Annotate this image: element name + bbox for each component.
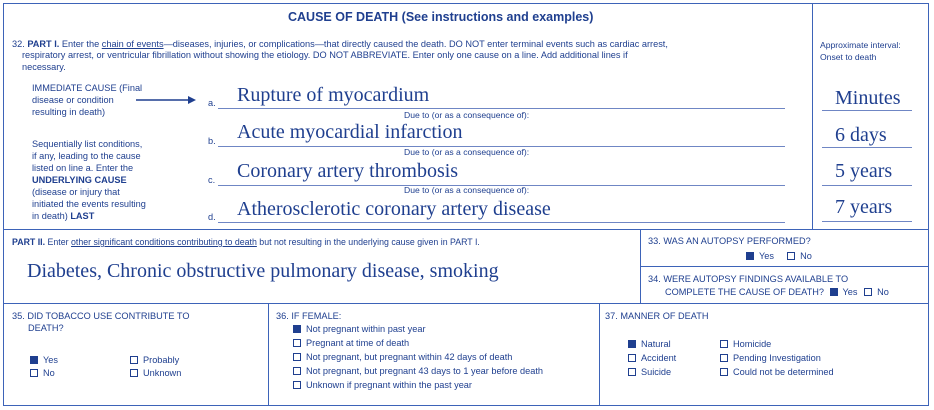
part2-instructions (12, 237, 480, 248)
manner-natural-checkbox[interactable] (628, 340, 636, 348)
sequential-label-6: initiated the events resulting (32, 199, 146, 209)
line-d-cause[interactable]: Atherosclerotic coronary artery disease (237, 198, 551, 220)
manner-undetermined-label: Could not be determined (733, 367, 834, 377)
line-a-interval-underline (822, 110, 912, 111)
tobacco-unknown-checkbox[interactable] (130, 369, 138, 377)
sequential-label-5: (disease or injury that (32, 187, 120, 197)
manner-suicide-label: Suicide (641, 367, 672, 377)
line-d-interval[interactable]: 7 years (835, 196, 893, 218)
tobacco-no-checkbox[interactable] (30, 369, 38, 377)
autopsy-yes-label: Yes (759, 251, 774, 261)
part2-instr-a: Enter (47, 237, 72, 247)
manner-question: 37. MANNER OF DEATH (605, 311, 709, 321)
other-conditions-link[interactable]: other significant conditions contributing to death (71, 237, 257, 247)
line-d-letter: d. (208, 212, 216, 222)
tobacco-unknown-option (130, 368, 181, 379)
part1-instructions-line1 (12, 39, 668, 50)
female-option-3 (293, 366, 543, 377)
line-d-interval-underline (822, 221, 912, 222)
female-option-0-checkbox[interactable] (293, 325, 301, 333)
part1-instructions-line3: necessary. (22, 62, 66, 72)
findings-question-line2 (665, 287, 889, 298)
sequential-label-1: Sequentially list conditions, (32, 139, 143, 149)
tobacco-probably-label: Probably (143, 355, 180, 365)
female-option-4-checkbox[interactable] (293, 381, 301, 389)
line-d-underline (218, 222, 785, 223)
line-a-underline (218, 108, 785, 109)
chain-of-events-link[interactable]: chain of events (101, 39, 164, 49)
manner-pending-option (720, 353, 821, 364)
arrow-right-icon (136, 95, 196, 105)
part2-bottom-rule (3, 303, 929, 304)
interval-column-divider (812, 3, 813, 229)
line-a-interval[interactable]: Minutes (835, 87, 901, 109)
autopsy-options (746, 251, 812, 262)
part1-bottom-rule (3, 229, 929, 230)
autopsy-question: 33. WAS AN AUTOPSY PERFORMED? (648, 236, 811, 246)
findings-question-text: COMPLETE THE CAUSE OF DEATH? (665, 287, 824, 297)
part1-number: 32. (12, 39, 25, 49)
line-b-letter: b. (208, 136, 216, 146)
autopsy-divider (640, 266, 929, 267)
part2-label: PART II. (12, 237, 46, 247)
immediate-cause-label-1: IMMEDIATE CAUSE (Final (32, 83, 143, 93)
line-c-letter: c. (208, 175, 216, 185)
tobacco-yes-option (30, 355, 58, 366)
manner-homicide-option (720, 339, 771, 350)
autopsy-no-checkbox[interactable] (787, 252, 795, 260)
tobacco-yes-label: Yes (43, 355, 58, 365)
part1-instr-b: —diseases, injuries, or complications—that directly caused the death. DO NOT enter terminal events such as cardiac arrest, (163, 39, 668, 49)
female-question: 36. IF FEMALE: (276, 311, 342, 321)
female-option-0 (293, 324, 426, 335)
part1-instructions-line2: respiratory arrest, or ventricular fibrillation without showing the etiology. DO NOT ABBREVIATE. Enter only one cause on a line. Add additional lines if (22, 50, 628, 60)
due-to-label-b: Due to (or as a consequence of): (404, 147, 530, 157)
tobacco-divider (268, 303, 269, 406)
sequential-label-3: listed on line a. Enter the (32, 163, 134, 173)
female-option-1-checkbox[interactable] (293, 339, 301, 347)
manner-accident-checkbox[interactable] (628, 354, 636, 362)
female-option-1 (293, 338, 409, 349)
tobacco-no-label: No (43, 368, 55, 378)
sequential-label-7 (32, 211, 94, 222)
manner-pending-label: Pending Investigation (733, 353, 821, 363)
findings-yes-checkbox[interactable] (830, 288, 838, 296)
part1-instr-a: Enter the (61, 39, 102, 49)
findings-no-label: No (877, 287, 889, 297)
tobacco-unknown-label: Unknown (143, 368, 182, 378)
findings-yes-label: Yes (842, 287, 858, 297)
manner-suicide-option (628, 367, 671, 378)
manner-accident-option (628, 353, 676, 364)
sequential-label-7a: in death) (32, 211, 71, 221)
findings-no-checkbox[interactable] (864, 288, 872, 296)
due-to-label-c: Due to (or as a consequence of): (404, 185, 530, 195)
tobacco-probably-option (130, 355, 179, 366)
line-c-cause[interactable]: Coronary artery thrombosis (237, 160, 459, 182)
female-option-4-label: Unknown if pregnant within the past year (306, 380, 472, 390)
sequential-label-last: LAST (70, 211, 95, 221)
tobacco-no-option (30, 368, 55, 379)
female-option-2 (293, 352, 512, 363)
line-b-cause[interactable]: Acute myocardial infarction (237, 121, 463, 143)
manner-accident-label: Accident (641, 353, 677, 363)
line-b-interval-underline (822, 147, 912, 148)
tobacco-yes-checkbox[interactable] (30, 356, 38, 364)
part1-label: PART I. (27, 39, 60, 49)
female-option-2-checkbox[interactable] (293, 353, 301, 361)
line-a-letter: a. (208, 98, 216, 108)
female-divider (599, 303, 600, 406)
manner-pending-checkbox[interactable] (720, 354, 728, 362)
due-to-label-a: Due to (or as a consequence of): (404, 110, 530, 120)
part2-conditions-value[interactable]: Diabetes, Chronic obstructive pulmonary disease, smoking (27, 260, 499, 282)
tobacco-question-line1: 35. DID TOBACCO USE CONTRIBUTE TO (12, 311, 190, 321)
interval-header-line2: Onset to death (820, 52, 877, 62)
tobacco-question-line2: DEATH? (28, 323, 64, 333)
form-title: CAUSE OF DEATH (See instructions and examples) (288, 10, 594, 24)
autopsy-yes-checkbox[interactable] (746, 252, 754, 260)
sequential-label-2: if any, leading to the cause (32, 151, 141, 161)
immediate-cause-label-2: disease or condition (32, 95, 114, 105)
tobacco-probably-checkbox[interactable] (130, 356, 138, 364)
autopsy-no-label: No (800, 251, 812, 261)
manner-suicide-checkbox[interactable] (628, 368, 636, 376)
female-option-1-label: Pregnant at time of death (306, 338, 410, 348)
line-a-cause[interactable]: Rupture of myocardium (237, 84, 430, 106)
part2-instr-b: but not resulting in the underlying cause given in PART I. (256, 237, 480, 247)
manner-undetermined-option (720, 367, 834, 378)
manner-natural-label: Natural (641, 339, 671, 349)
line-c-interval-underline (822, 185, 912, 186)
sequential-label-4: UNDERLYING CAUSE (32, 175, 127, 185)
female-option-0-label: Not pregnant within past year (306, 324, 426, 334)
female-option-3-label: Not pregnant, but pregnant 43 days to 1 year before death (306, 366, 543, 376)
line-c-interval[interactable]: 5 years (835, 160, 893, 182)
manner-homicide-label: Homicide (733, 339, 772, 349)
interval-header-line1: Approximate interval: (820, 40, 901, 50)
manner-natural-option (628, 339, 671, 350)
manner-undetermined-checkbox[interactable] (720, 368, 728, 376)
female-option-4 (293, 380, 472, 391)
manner-homicide-checkbox[interactable] (720, 340, 728, 348)
immediate-cause-label-3: resulting in death) (32, 107, 106, 117)
female-option-3-checkbox[interactable] (293, 367, 301, 375)
line-b-interval[interactable]: 6 days (835, 124, 887, 146)
female-option-2-label: Not pregnant, but pregnant within 42 days of death (306, 352, 513, 362)
findings-question-line1: 34. WERE AUTOPSY FINDINGS AVAILABLE TO (648, 274, 849, 284)
